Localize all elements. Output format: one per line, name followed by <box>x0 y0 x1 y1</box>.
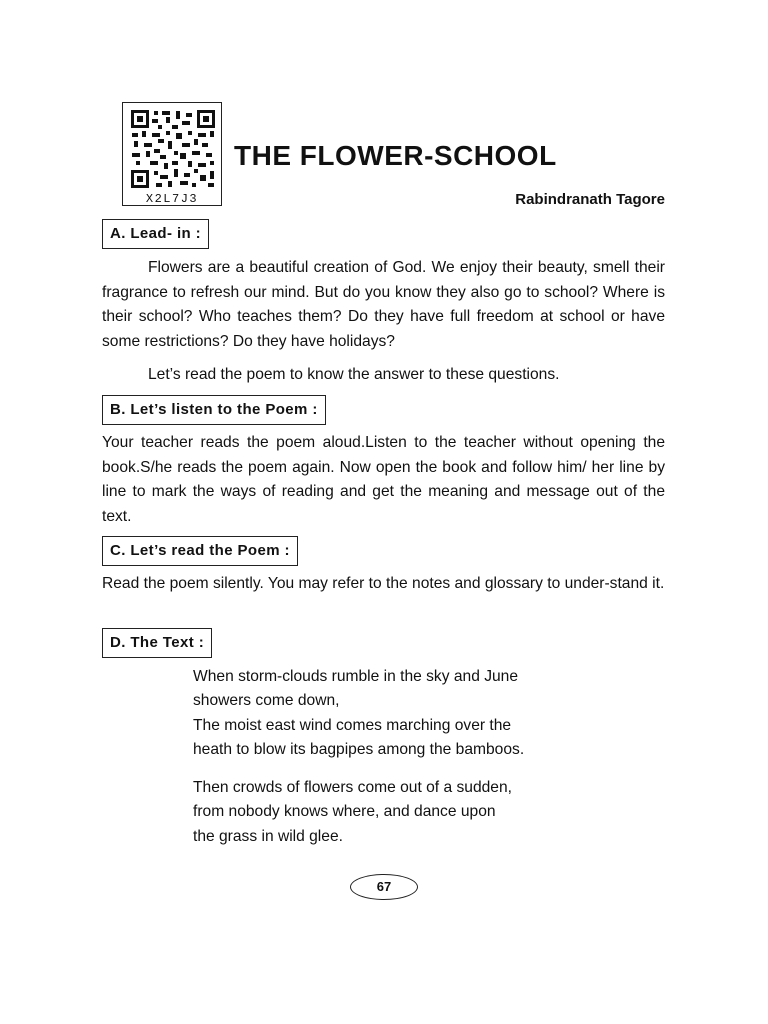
page-title: THE FLOWER-SCHOOL <box>234 140 557 171</box>
section-heading-read: C. Let’s read the Poem : <box>102 536 298 566</box>
poem-line: When storm-clouds rumble in the sky and June <box>193 668 519 685</box>
poem-line: showers come down, <box>193 692 340 710</box>
poem-line: The moist east wind comes marching over the <box>193 716 512 734</box>
qr-code-box <box>122 102 222 206</box>
listen-paragraph: Your teacher reads the poem aloud.Listen to the teacher without opening the book.S/he reads the poem again. Now open the book and follow him/ her line by line to mark the ways of reading and get the meaning and message out of the text. <box>102 434 665 525</box>
section-heading-text: D. The Text : <box>102 628 212 658</box>
poem-line: the grass in wild glee. <box>193 827 343 845</box>
author-name: Rabindranath Tagore <box>515 191 665 208</box>
poem-line: from nobody knows where, and dance upon <box>193 803 496 821</box>
qr-code-label: X2L7J3 <box>145 192 199 206</box>
lead-in-paragraph: Flowers are a beautiful creation of God. We enjoy their beauty, smell their fragrance to refresh our mind. But do you know they also go to school? Where is their school? Who teaches them? Do they have full freedom at school or have some restrictions? Do they have holidays? <box>102 259 665 350</box>
qr-code-icon <box>130 109 216 189</box>
page-number: 67 <box>350 874 418 900</box>
poem-stanza-2 <box>193 776 512 849</box>
read-paragraph: Read the poem silently. You may refer to the notes and glossary to under-stand it. <box>102 575 665 592</box>
lead-in-closing-line: Let’s read the poem to know the answer to these questions. <box>148 366 560 383</box>
section-heading-lead-in: A. Lead- in : <box>102 219 209 249</box>
poem-stanza-1 <box>193 665 524 762</box>
poem-line: heath to blow its bagpipes among the bamboos. <box>193 740 525 758</box>
poem-line: Then crowds of flowers come out of a sudden, <box>193 779 512 796</box>
section-heading-listen: B. Let’s listen to the Poem : <box>102 395 326 425</box>
